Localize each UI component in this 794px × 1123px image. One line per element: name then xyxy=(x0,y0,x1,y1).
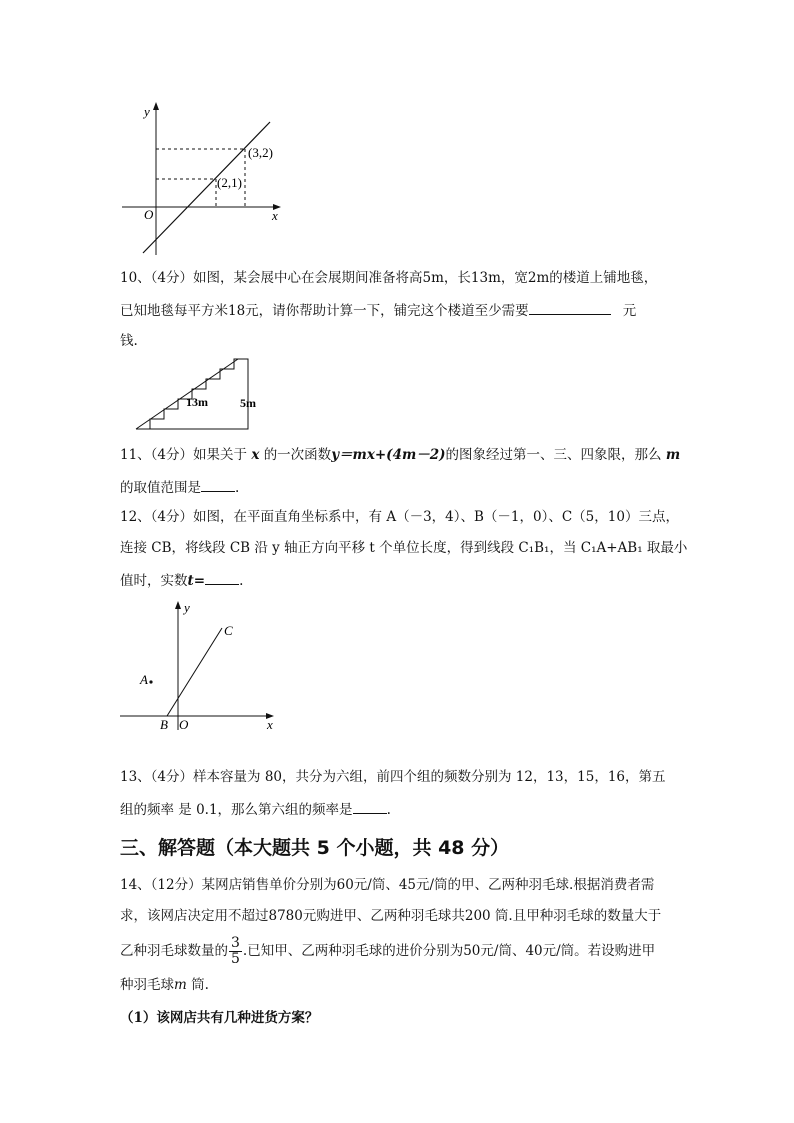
q14-sub1 xyxy=(120,1008,318,1028)
q14-line1 xyxy=(120,875,654,895)
q11-answer-blank[interactable] xyxy=(201,477,235,492)
segment-cb xyxy=(167,628,222,716)
q12-var-t: t= xyxy=(187,573,206,589)
x-label: x xyxy=(272,208,278,223)
y-axis-arrow xyxy=(153,102,159,110)
origin-label: O xyxy=(179,717,189,732)
q14-text3-post: .已知甲、乙两种羽毛球的进价分别为50元/筒、40元/筒。若设购进甲 xyxy=(242,943,656,959)
q13-answer-blank[interactable] xyxy=(353,799,387,814)
q14-text1: 某网店销售单价分别为60元/筒、45元/筒的甲、乙两种羽毛球.根据消费者需 xyxy=(201,877,655,893)
q12-line3 xyxy=(120,570,243,591)
q10-unit: 元 xyxy=(622,303,637,319)
q12-line2 xyxy=(120,538,687,558)
q14-number: 14、（12分） xyxy=(120,877,202,893)
q11-formula: y＝mx+(4m－2) xyxy=(331,447,446,463)
graph-coordinate-plane xyxy=(118,598,288,738)
q11-var-x: x xyxy=(251,447,260,463)
q10-number: 10、（4分） xyxy=(120,270,194,286)
q14-text4-post: 筒. xyxy=(191,977,209,993)
q14-var-m: m xyxy=(174,977,187,993)
q13-text1: 样本容量为 80，共分为六组，前四个组的频数分别为 12，13，15，16，第五 xyxy=(193,769,666,785)
point-c-label: C xyxy=(224,623,233,638)
q13-number: 13、（4分） xyxy=(120,769,194,785)
graph-linear-function xyxy=(118,100,288,260)
q11-var-m: m xyxy=(665,447,681,463)
staircase-height-label: 5m xyxy=(240,396,256,410)
origin-label: O xyxy=(144,207,154,222)
q11-number: 11、（4分） xyxy=(120,447,194,463)
q14-sub1-text: （1）该网店共有几种进货方案？ xyxy=(120,1010,319,1026)
point-a-label: A xyxy=(140,672,148,687)
point-b-label: B xyxy=(160,717,168,732)
section-heading: 三、解答题（本大题共 5 个小题，共 48 分） xyxy=(120,837,510,859)
q13-end: . xyxy=(386,802,391,818)
point-label-2-1: (2,1) xyxy=(217,175,242,190)
point-label-3-2: (3,2) xyxy=(248,145,273,160)
staircase-outline xyxy=(136,359,248,429)
y-label: y xyxy=(144,104,150,119)
q10-text2: 已知地毯每平方米18元，请你帮助计算一下，铺完这个楼道至少需要 xyxy=(120,303,529,319)
staircase-figure xyxy=(130,355,270,435)
q11-text2: 的取值范围是 xyxy=(120,480,201,496)
q12-end: . xyxy=(239,573,244,589)
q14-text3-pre: 乙种羽毛球数量的 xyxy=(120,943,228,959)
q12-line1 xyxy=(120,507,679,527)
q13-text2: 组的频率 是 0.1，那么第六组的频率是 xyxy=(120,802,353,818)
q12-number: 12、（4分） xyxy=(120,509,194,525)
q13-line2 xyxy=(120,799,391,820)
fraction-denominator: 5 xyxy=(231,951,240,967)
q14-line3 xyxy=(120,934,655,968)
q10-text1: 如图，某会展中心在会展期间准备将高5m，长13m，宽2m的楼道上铺地毯， xyxy=(193,270,658,286)
q11-mid: 的一次函数 xyxy=(263,447,332,463)
q14-text4-pre: 种羽毛球 xyxy=(120,977,174,993)
q14-line4 xyxy=(120,975,209,995)
q13-line1 xyxy=(120,767,666,787)
x-label: x xyxy=(267,717,273,732)
q10-answer-blank[interactable] xyxy=(529,300,611,315)
q11-line1 xyxy=(120,445,680,465)
fraction-numerator: 3 xyxy=(231,935,240,951)
q11-post: 的图象经过第一、三、四象限，那么 xyxy=(445,447,662,463)
q12-answer-blank[interactable] xyxy=(205,570,239,585)
q12-text3: 值时，实数 xyxy=(120,573,188,589)
q10-line2 xyxy=(120,300,636,321)
q10-line3 xyxy=(120,331,138,351)
y-axis-arrow xyxy=(175,601,181,609)
q12-text1: 如图，在平面直角坐标系中，有 A（－3，4）、B（－1，0）、C（5，10）三点， xyxy=(193,509,679,525)
q10-text3: 钱. xyxy=(120,333,138,349)
function-line xyxy=(143,122,270,253)
y-label: y xyxy=(184,600,190,615)
q11-pre: 如果关于 xyxy=(193,447,248,463)
q14-line2 xyxy=(120,906,661,926)
q11-line2 xyxy=(120,477,239,498)
q10-line1 xyxy=(120,268,657,288)
staircase-hypotenuse xyxy=(136,359,238,429)
q12-text2: 连接 CB，将线段 CB 沿 y 轴正方向平移 t 个单位长度，得到线段 C₁B₁，当 C₁A+AB₁ 取最小 xyxy=(120,540,688,556)
point-a xyxy=(149,680,152,683)
q14-text2: 求，该网店决定用不超过8780元购进甲、乙两种羽毛球共200 筒.且甲种羽毛球的数量大于 xyxy=(120,908,662,924)
staircase-length-label: 13m xyxy=(186,395,208,409)
q11-end: . xyxy=(235,480,240,496)
fraction-three-fifths xyxy=(229,936,242,967)
